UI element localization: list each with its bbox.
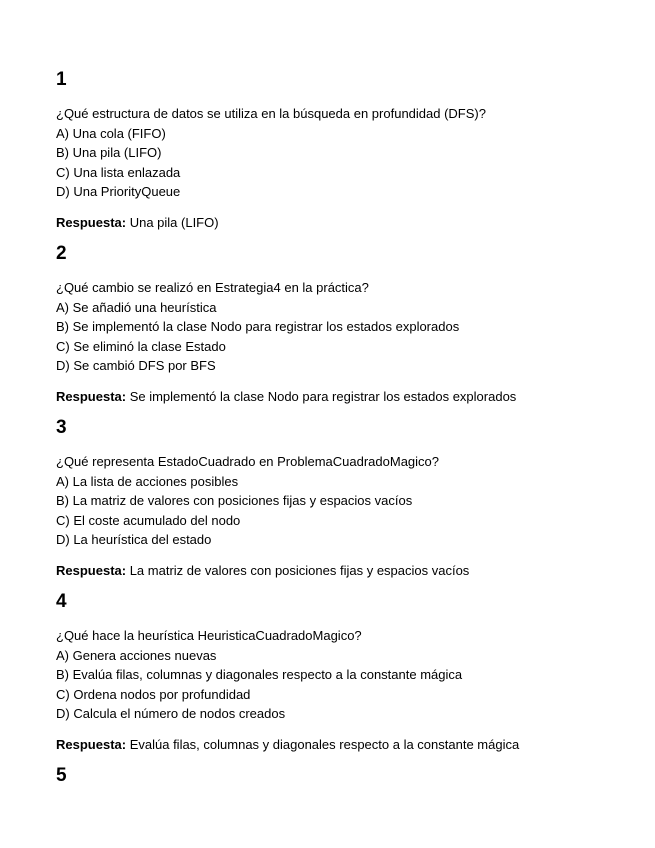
option-b: B) Una pila (LIFO) bbox=[56, 145, 162, 160]
answer-label: Respuesta: bbox=[56, 562, 127, 578]
question-number: 4 bbox=[56, 591, 67, 612]
option-c: C) Se eliminó la clase Estado bbox=[56, 338, 226, 354]
question-text: ¿Qué hace la heurística HeuristicaCuadradoMagico? bbox=[56, 628, 362, 643]
option-b: B) Evalúa filas, columnas y diagonales respecto a la constante mágica bbox=[56, 667, 463, 682]
answer-text: La matriz de valores con posiciones fijas y espacios vacíos bbox=[129, 562, 470, 578]
option-c: C) Ordena nodos por profundidad bbox=[56, 686, 251, 702]
option-c: C) El coste acumulado del nodo bbox=[56, 512, 241, 528]
option-d: D) Una PriorityQueue bbox=[56, 184, 181, 199]
answer-line bbox=[56, 735, 636, 755]
question-number: 3 bbox=[56, 417, 67, 438]
question-5 bbox=[56, 765, 636, 787]
answer-line bbox=[56, 387, 636, 407]
answer-text: Se implementó la clase Nodo para registrar los estados explorados bbox=[129, 388, 517, 404]
option-d: D) La heurística del estado bbox=[56, 532, 212, 547]
option-b: B) La matriz de valores con posiciones fijas y espacios vacíos bbox=[56, 493, 413, 508]
option-list bbox=[56, 298, 636, 376]
answer-line bbox=[56, 213, 636, 233]
question-number: 5 bbox=[56, 765, 67, 786]
option-c: C) Una lista enlazada bbox=[56, 164, 181, 180]
option-a: A) Se añadió una heurística bbox=[56, 299, 217, 315]
option-a: A) Una cola (FIFO) bbox=[56, 125, 166, 141]
question-3 bbox=[56, 417, 636, 580]
option-list bbox=[56, 472, 636, 550]
option-d: D) Calcula el número de nodos creados bbox=[56, 706, 286, 721]
answer-label: Respuesta: bbox=[56, 736, 127, 752]
answer-label: Respuesta: bbox=[56, 388, 127, 404]
question-2 bbox=[56, 243, 636, 406]
option-d: D) Se cambió DFS por BFS bbox=[56, 358, 216, 373]
option-a: A) La lista de acciones posibles bbox=[56, 473, 239, 489]
answer-text: Una pila (LIFO) bbox=[129, 214, 219, 230]
answer-label: Respuesta: bbox=[56, 214, 127, 230]
question-4 bbox=[56, 591, 636, 754]
answer-line bbox=[56, 561, 636, 581]
option-a: A) Genera acciones nuevas bbox=[56, 647, 217, 663]
question-text: ¿Qué cambio se realizó en Estrategia4 en la práctica? bbox=[56, 280, 369, 295]
option-list bbox=[56, 124, 636, 202]
question-1 bbox=[56, 69, 636, 232]
option-b: B) Se implementó la clase Nodo para registrar los estados explorados bbox=[56, 319, 460, 334]
option-list bbox=[56, 646, 636, 724]
question-number: 1 bbox=[56, 69, 67, 90]
answer-text: Evalúa filas, columnas y diagonales respecto a la constante mágica bbox=[129, 736, 520, 752]
question-text: ¿Qué estructura de datos se utiliza en la búsqueda en profundidad (DFS)? bbox=[56, 106, 486, 121]
question-text: ¿Qué representa EstadoCuadrado en ProblemaCuadradoMagico? bbox=[56, 454, 440, 469]
question-number: 2 bbox=[56, 243, 67, 264]
